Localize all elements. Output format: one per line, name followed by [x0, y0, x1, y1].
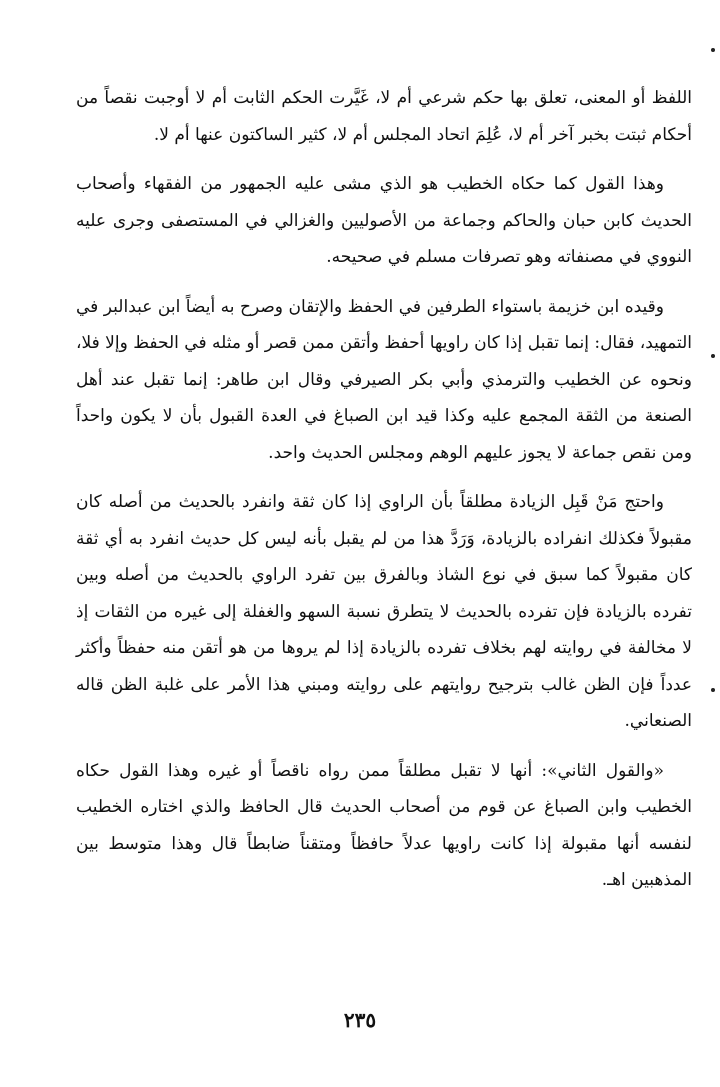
margin-mark	[711, 688, 715, 692]
paragraph-5: «والقول الثاني»: أنها لا تقبل مطلقاً ممن رواه ناقصاً أو غيره وهذا القول حكاه الخطيب وابن الصباغ عن قوم من أصحاب الحديث قال الحافظ والذي اختاره الخطيب لنفسه أنها مقبولة إذا كانت راويها عدلاً حافظاً ومتقناً ضابطاً قال وهذا متوسط بين المذهبين اهـ.	[76, 760, 692, 890]
page-number: ٢٣٥	[343, 1008, 377, 1032]
paragraph-1: اللفظ أو المعنى، تعلق بها حكم شرعي أم لا، غَيَّرت الحكم الثابت أم لا أوجبت نقصاً من أحكام ثبتت بخبر آخر أم لا، عُلِمَ اتحاد المجلس أم لا، كثير الساكتون عنها أم لا.	[76, 88, 692, 145]
paragraph-2: وهذا القول كما حكاه الخطيب هو الذي مشى عليه الجمهور من الفقهاء وأصحاب الحديث كابن حبان والحاكم وجماعة من الأصوليين والغزالي في المستصفى وجرى عليه النووي في مصنفاته وهو تصرفات مسلم في صحيحه.	[76, 174, 692, 267]
body-text	[76, 80, 692, 899]
margin-mark	[711, 354, 715, 358]
margin-mark	[711, 48, 715, 52]
paragraph-4: واحتج مَنْ قَبِل الزيادة مطلقاً بأن الراوي إذا كان ثقة وانفرد بالحديث من أصله كان مقبولاً فكذلك انفراده بالزيادة، وَرَدَّ هذا من لم يقبل بأنه ليس كل حديث انفرد به أي ثقة كان مقبولاً كما سبق في نوع الشاذ وبالفرق بين تفرد الراوي بالحديث من أصله وبين تفرده بالزيادة فإن تفرده بالحديث لا يتطرق نسبة السهو والغفلة إلى غيره من الثقات إذ لا مخالفة في روايته لهم بخلاف تفرده بالزيادة إذا لم يروها من هو أتقن منه حفظاً وأكثر عدداً فإن الظن غالب بترجيح روايتهم على روايته ومبني هذا الأمر على غلبة الظن قاله الصنعاني.	[76, 492, 692, 731]
paragraph-3: وقيده ابن خزيمة باستواء الطرفين في الحفظ والإتقان وصرح به أيضاً ابن عبدالبر في التمهيد، فقال: إنما تقبل إذا كان راويها أحفظ وأتقن ممن قصر أو مثله في الحفظ وإلا فلا، ونحوه عن الخطيب والترمذي وأبي بكر الصيرفي وقال ابن طاهر: إنما تقبل عند أهل الصنعة من الثقة المجمع عليه وكذا قيد ابن الصباغ في العدة القبول بأن لا يكون واحداً ومن نقص جماعة لا يجوز عليهم الوهم ومجلس الحديث واحد.	[76, 296, 692, 463]
